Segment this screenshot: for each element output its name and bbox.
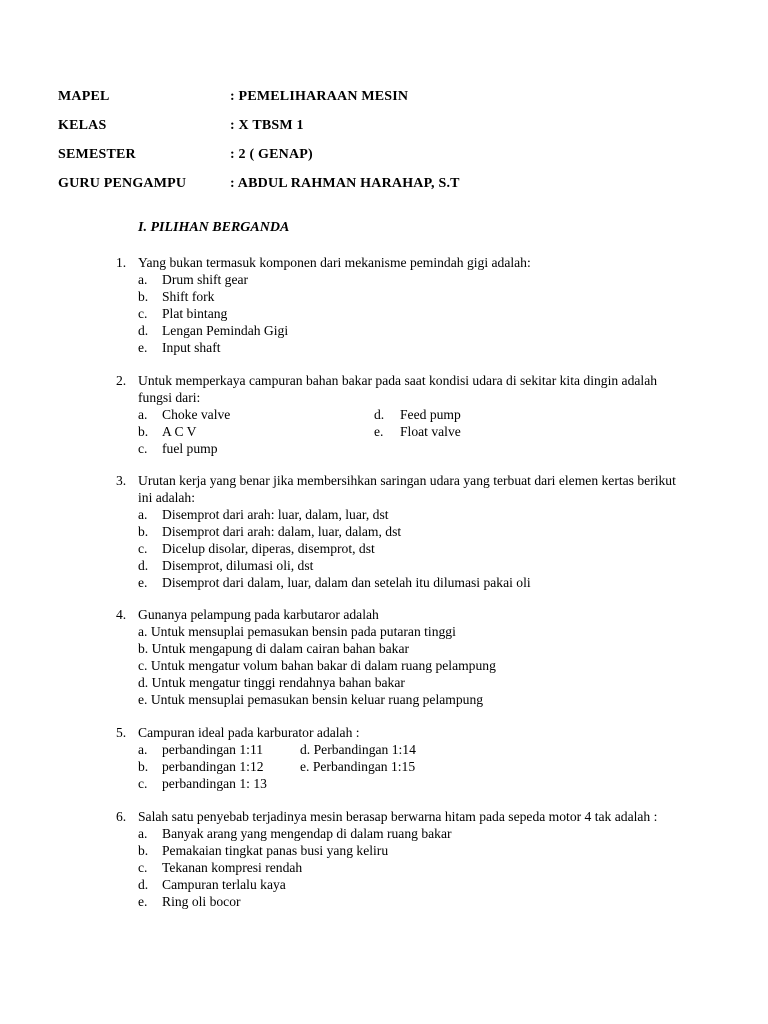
header-label: KELAS — [58, 118, 107, 133]
header-value: : PEMELIHARAAN MESIN — [230, 89, 409, 104]
option-text: Disemprot, dilumasi oli, dst — [162, 558, 314, 573]
option-letter: b. — [138, 289, 149, 304]
header-label: SEMESTER — [58, 147, 136, 162]
option-text: Plat bintang — [162, 306, 228, 321]
option-text: Tekanan kompresi rendah — [162, 860, 303, 875]
question-number: 4. — [116, 607, 127, 622]
option-letter: d. — [138, 323, 149, 338]
option-b — [138, 842, 676, 859]
option-text: Ring oli bocor — [162, 894, 241, 909]
question-number: 6. — [116, 809, 127, 824]
option-a: a. Untuk mensuplai pemasukan bensin pada putaran tinggi — [138, 624, 456, 639]
option-c — [138, 859, 676, 876]
option-text: Pemakaian tingkat panas busi yang keliru — [162, 843, 389, 858]
option-text: Disemprot dari arah: luar, dalam, luar, dst — [162, 507, 389, 522]
option-text: Banyak arang yang mengendap di dalam ruang bakar — [162, 826, 452, 841]
option-b: b. Untuk mengapung di dalam cairan bahan bakar — [138, 641, 410, 656]
option-e: e. Untuk mensuplai pemasukan bensin keluar ruang pelampung — [138, 692, 484, 707]
option-e — [138, 574, 676, 591]
option-e — [138, 893, 676, 910]
option-text: Campuran terlalu kaya — [162, 877, 286, 892]
option-text: Choke valve — [162, 407, 231, 422]
option-text: A C V — [162, 424, 197, 439]
option-text: Disemprot dari arah: dalam, luar, dalam, dst — [162, 524, 402, 539]
option-letter: d. — [138, 877, 149, 892]
option-letter: b. — [138, 424, 149, 439]
question-4 — [116, 606, 676, 708]
question-5 — [116, 724, 676, 792]
question-number: 3. — [116, 473, 127, 488]
option-letter: d. — [138, 558, 149, 573]
option-e — [138, 339, 676, 356]
option-c — [138, 540, 676, 557]
question-text: Untuk memperkaya campuran bahan bakar pada saat kondisi udara di sekitar kita dingin adalah fungsi dari: — [138, 373, 658, 405]
option-a — [138, 506, 676, 523]
option-row — [138, 741, 676, 758]
option-text: Input shaft — [162, 340, 221, 355]
option-c: c. Untuk mengatur volum bahan bakar di dalam ruang pelampung — [138, 658, 496, 673]
question-number: 1. — [116, 255, 127, 270]
option-row — [138, 406, 676, 423]
option-text: Drum shift gear — [162, 272, 249, 287]
option-letter: a. — [138, 507, 148, 522]
option-text: Dicelup disolar, diperas, disemprot, dst — [162, 541, 375, 556]
option-letter: c. — [138, 541, 148, 556]
question-number: 5. — [116, 725, 127, 740]
option-letter: c. — [138, 441, 148, 456]
option-text: Float valve — [400, 424, 461, 439]
header-value: : X TBSM 1 — [230, 118, 304, 133]
header-label: GURU PENGAMPU — [58, 176, 187, 191]
option-letter: a. — [138, 826, 148, 841]
option-text: perbandingan 1:11 — [162, 742, 264, 757]
question-text: Campuran ideal pada karburator adalah : — [138, 725, 360, 740]
header-value: : 2 ( GENAP) — [230, 147, 313, 162]
option-text-right: d. Perbandingan 1:14 — [300, 742, 416, 757]
option-letter: b. — [138, 524, 149, 539]
option-text: perbandingan 1:12 — [162, 759, 264, 774]
question-6 — [116, 808, 676, 910]
option-b — [138, 523, 676, 540]
option-a — [138, 825, 676, 842]
option-a — [138, 271, 676, 288]
question-text: Urutan kerja yang benar jika membersihkan saringan udara yang terbuat dari elemen kertas berikut ini adalah: — [138, 473, 676, 505]
option-text: Disemprot dari dalam, luar, dalam dan setelah itu dilumasi pakai oli — [162, 575, 531, 590]
option-d — [138, 557, 676, 574]
option-letter: a. — [138, 272, 148, 287]
option-b — [138, 288, 676, 305]
question-3 — [116, 472, 676, 591]
option-text: perbandingan 1: 13 — [162, 776, 267, 791]
option-text: Lengan Pemindah Gigi — [162, 323, 289, 338]
question-text: Gunanya pelampung pada karbutaror adalah — [138, 607, 379, 622]
option-letter: b. — [138, 759, 149, 774]
option-letter: d. — [374, 407, 385, 422]
option-row — [138, 758, 676, 775]
header-label: MAPEL — [58, 89, 110, 104]
option-text-right: e. Perbandingan 1:15 — [300, 759, 416, 774]
option-c — [138, 305, 676, 322]
question-text: Yang bukan termasuk komponen dari mekanisme pemindah gigi adalah: — [138, 255, 531, 270]
question-number: 2. — [116, 373, 127, 388]
question-2 — [116, 372, 676, 457]
option-letter: c. — [138, 776, 148, 791]
option-row — [138, 423, 676, 440]
option-letter: e. — [138, 340, 148, 355]
option-text: Feed pump — [400, 407, 461, 422]
option-letter: c. — [138, 306, 148, 321]
option-row — [138, 775, 676, 792]
question-text: Salah satu penyebab terjadinya mesin berasap berwarna hitam pada sepeda motor 4 tak adalah : — [138, 809, 658, 824]
option-d: d. Untuk mengatur tinggi rendahnya bahan bakar — [138, 675, 405, 690]
option-letter: b. — [138, 843, 149, 858]
option-text: fuel pump — [162, 441, 218, 456]
option-d — [138, 876, 676, 893]
option-row — [138, 440, 676, 457]
header-value: : ABDUL RAHMAN HARAHAP, S.T — [230, 176, 460, 191]
option-letter: e. — [138, 575, 148, 590]
option-letter: e. — [138, 894, 148, 909]
option-letter: a. — [138, 742, 148, 757]
option-d — [138, 322, 676, 339]
option-text: Shift fork — [162, 289, 215, 304]
question-1 — [116, 254, 676, 356]
section-title: I. PILIHAN BERGANDA — [138, 220, 290, 235]
option-letter: a. — [138, 407, 148, 422]
option-letter: e. — [374, 424, 384, 439]
option-letter: c. — [138, 860, 148, 875]
